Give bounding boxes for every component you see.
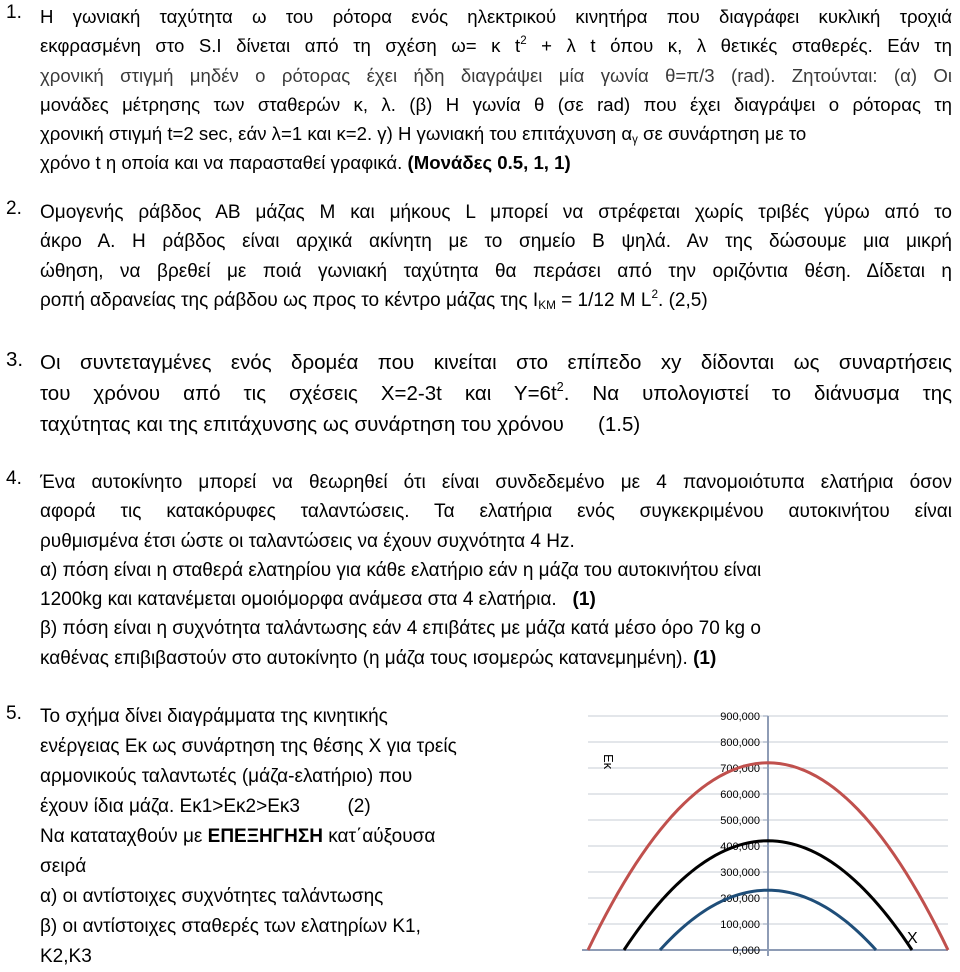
problem-5-line-2: ενέργειας Εκ ως συνάρτηση της θέσης Χ για τρείς xyxy=(40,736,457,757)
problem-2-line-1: Ομογενής ράβδος ΑΒ μάζας Μ και μήκους L μπορεί να στρέφεται χωρίς τριβές γύρω από το xyxy=(40,202,952,223)
problem-1-number: 1. xyxy=(6,2,22,24)
problem-1-marks: (Μονάδες 0.5, 1, 1) xyxy=(408,152,571,173)
problem-2-number: 2. xyxy=(6,198,22,220)
subscript: KM xyxy=(538,299,556,312)
y-tick-label: 500,000 xyxy=(720,815,760,827)
chart-axes xyxy=(582,716,948,956)
subscript: γ xyxy=(632,134,638,146)
problem-1-line-5: χρονική στιγμή t=2 sec, εάν λ=1 και κ=2. γ) Η γωνιακή του επιτάχυνση α xyxy=(40,123,632,144)
exponent: 2 xyxy=(651,288,658,301)
chart-y-ticks xyxy=(720,711,760,957)
problem-4-line-1: Ένα αυτοκίνητο μπορεί να θεωρηθεί ότι είναι συνδεδεμένο με 4 πανομοιότυπα ελατήρια όσον xyxy=(40,472,952,493)
exponent: 2 xyxy=(557,379,564,394)
problem-3-line-3: ταχύτητας και της επιτάχυνσης ως συνάρτηση του χρόνου xyxy=(40,413,564,436)
problem-3-marks: (1.5) xyxy=(564,413,640,436)
y-tick-label: 800,000 xyxy=(720,737,760,749)
y-tick-label: 300,000 xyxy=(720,867,760,879)
problem-5-line-7: α) οι αντίστοιχες συχνότητες ταλάντωσης xyxy=(40,886,383,907)
problem-4-line-6: β) πόση είναι η συχνότητα ταλάντωσης εάν 4 επιβάτες με μάζα κατά μέσο όρο 70 kg ο xyxy=(40,618,761,639)
problem-4-line-4: α) πόση είναι η σταθερά ελατηρίου για κάθε ελατήριο εάν η μάζα του αυτοκινήτου είναι xyxy=(40,560,761,581)
emphasis-word: ΕΠΕΞΗΓΗΣΗ xyxy=(208,826,323,847)
problem-4-text xyxy=(40,468,952,673)
problem-2-line-2: άκρο Α. Η ράβδος είναι αρχικά ακίνητη με το σημείο Β ψηλά. Αν της δώσουμε μια μικρή xyxy=(40,231,952,252)
problem-4-line-2: αφορά τις κατακόρυφες ταλαντώσεις. Τα ελατήρια ενός συγκεκριμένου αυτοκινήτου είναι xyxy=(40,501,952,522)
kinetic-energy-chart xyxy=(520,706,956,968)
chart-x-axis-label: Χ xyxy=(907,930,918,947)
problem-1-line-1: Η γωνιακή ταχύτητα ω του ρότορα ενός ηλεκτρικού κινητήρα που διαγράφει κυκλική τροχιά xyxy=(40,6,952,27)
problem-1-line-3: χρονική στιγμή μηδέν ο ρότορας έχει ήδη διαγράψει μία γωνία θ=π/3 (rad). Ζητούνται: (α) Οι xyxy=(40,65,952,86)
problem-5-line-1: Το σχήμα δίνει διαγράμματα της κινητικής xyxy=(40,706,388,727)
problem-1-line-2b: + λ t όπου κ, λ θετικές σταθερές. Εάν τη xyxy=(527,35,952,56)
problem-3-line-1: Οι συντεταγμένες ενός δρομέα που κινείται στο επίπεδο xy δίδονται ως συναρτήσεις xyxy=(40,351,952,374)
problem-3-line-2: του χρόνου από τις σχέσεις Χ=2-3t και Υ=6t xyxy=(40,382,557,405)
problem-4-number: 4. xyxy=(6,468,22,490)
y-tick-label: 700,000 xyxy=(720,763,760,775)
problem-3-line-2b: . Να υπολογιστεί το διάνυσμα της xyxy=(564,382,952,405)
problem-1-line-4: μονάδες μέτρησης των σταθερών κ, λ. (β) Η γωνία θ (σε rad) που έχει διαγράψει ο ρότορας τη xyxy=(40,94,952,115)
y-tick-label: 100,000 xyxy=(720,919,760,931)
y-tick-label: 600,000 xyxy=(720,789,760,801)
problem-2-line-4b: = 1/12 M L xyxy=(556,290,652,311)
problem-5-line-6: σειρά xyxy=(40,856,86,877)
problem-1-text xyxy=(40,2,952,178)
y-tick-label: 200,000 xyxy=(720,893,760,905)
problem-2-text xyxy=(40,198,952,315)
problem-4-line-3: ρυθμισμένα έτσι ώστε οι ταλαντώσεις να έχουν συχνότητα 4 Hz. xyxy=(40,531,575,552)
problem-1-line-6: χρόνο t η οποία και να παρασταθεί γραφικά. xyxy=(40,152,408,173)
y-tick-label: 0,000 xyxy=(732,945,760,957)
problem-5-line-5: Να καταταχθούν με xyxy=(40,826,208,847)
problem-3-text xyxy=(40,347,952,440)
problem-2-line-4: ροπή αδρανείας της ράβδου ως προς το κέντρο μάζας της I xyxy=(40,290,538,311)
problem-2-marks: . (2,5) xyxy=(658,290,708,311)
problem-5-line-3: αρμονικούς ταλαντωτές (μάζα-ελατήριο) που xyxy=(40,766,412,787)
problem-1-line-5b: σε συνάρτηση με το xyxy=(638,123,806,144)
problem-4-line-5: 1200kg και κατανέμεται ομοιόμορφα ανάμεσα στα 4 ελατήρια. xyxy=(40,589,573,610)
problem-1-line-2: εκφρασμένη στο S.I δίνεται από τη σχέση ω= κ t xyxy=(40,35,520,56)
problem-2-line-3: ώθηση, να βρεθεί με ποιά γωνιακή ταχύτητα θα περάσει από την οριζόντια θέση. Δίδεται η xyxy=(40,261,952,282)
problem-4-line-7: καθένας επιβιβαστούν στο αυτοκίνητο (η μάζα τους ισομερώς κατανεμημένη). xyxy=(40,648,693,669)
problem-4-marks-b: (1) xyxy=(693,648,716,669)
problem-4-marks-a: (1) xyxy=(573,589,596,610)
problem-5-line-9: Κ2,Κ3 xyxy=(40,946,92,967)
problem-3-number: 3. xyxy=(6,348,23,372)
problem-5-number: 5. xyxy=(6,703,22,725)
problem-5-text xyxy=(40,702,520,972)
problem-5-line-4: έχουν ίδια μάζα. Εκ1>Εκ2>Εκ3 (2) xyxy=(40,796,371,817)
problem-5-line-5b: κατ΄αύξουσα xyxy=(323,826,435,847)
y-tick-label: 400,000 xyxy=(720,841,760,853)
y-tick-label: 900,000 xyxy=(720,711,760,723)
exponent: 2 xyxy=(520,35,526,47)
problem-5-line-8: β) οι αντίστοιχες σταθερές των ελατηρίων Κ1, xyxy=(40,916,421,937)
chart-y-axis-label: Εκ xyxy=(601,754,616,770)
